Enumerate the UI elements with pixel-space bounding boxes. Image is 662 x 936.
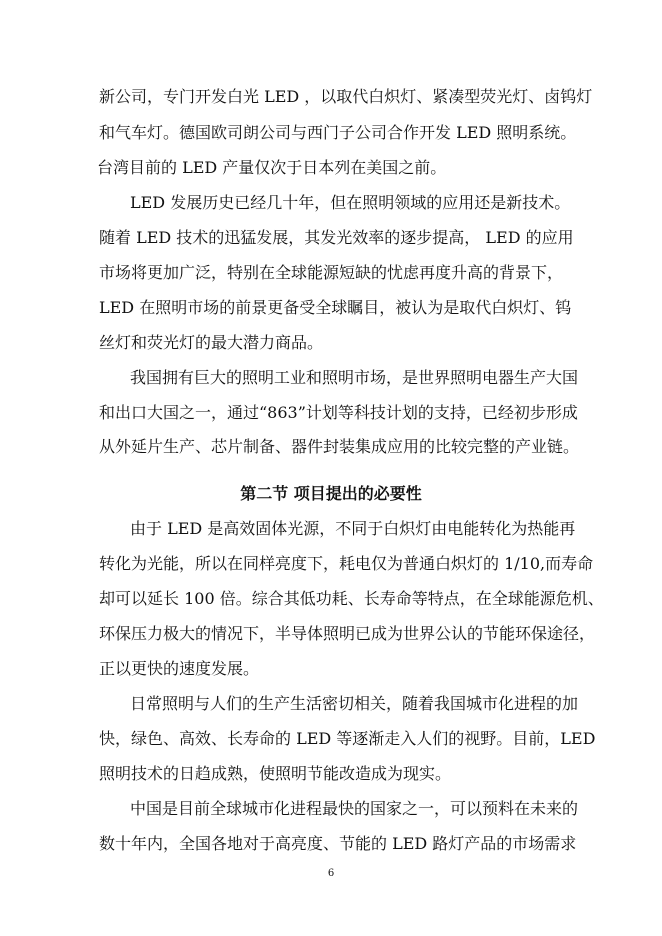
paragraph-1-line-1: 新公司，专门开发白光 LED ，以取代白炽灯、紧凑型荧光灯、卤钨灯 (99, 87, 593, 106)
paragraph-3-line-1: 我国拥有巨大的照明工业和照明市场，是世界照明电器生产大国 (130, 368, 579, 387)
paragraph-1-line-2: 和气车灯。德国欧司朗公司与西门子公司合作开发 LED 照明系统。 (99, 123, 577, 142)
paragraph-2-line-3: 市场将更加广泛，特别在全球能源短缺的忧虑再度升高的背景下， (99, 263, 564, 282)
section-paragraph-1-line-5: 正以更快的速度发展。 (99, 659, 260, 678)
section-paragraph-2-line-2: 快，绿色、高效、长寿命的 LED 等逐渐走入人们的视野。目前，LED (99, 729, 596, 748)
section-paragraph-3-line-2: 数十年内，全国各地对于高亮度、节能的 LED 路灯产品的市场需求 (99, 834, 577, 853)
page-number: 6 (327, 868, 335, 879)
section-title: 第二节 项目提出的必要性 (240, 484, 422, 503)
paragraph-1-line-3: 台湾目前的 LED 产量仅次于日本列在美国之前。 (97, 158, 447, 177)
paragraph-2-line-2: 随着 LED 技术的迅猛发展，其发光效率的逐步提高， LED 的应用 (99, 228, 574, 247)
paragraph-2-line-5: 丝灯和荧光灯的最大潜力商品。 (99, 333, 324, 352)
paragraph-3-line-3: 从外延片生产、芯片制备、器件封装集成应用的比较完整的产业链。 (99, 437, 580, 456)
section-paragraph-2-line-3: 照明技术的日趋成熟，使照明节能改造成为现实。 (99, 764, 452, 783)
section-paragraph-3-line-1: 中国是目前全球城市化进程最快的国家之一，可以预料在未来的 (130, 799, 579, 818)
paragraph-2-line-1: LED 发展历史已经几十年，但在照明领域的应用还是新技术。 (130, 193, 571, 212)
paragraph-3-line-2: 和出口大国之一，通过“863”计划等科技计划的支持，已经初步形成 (99, 403, 578, 422)
paragraph-2-line-4: LED 在照明市场的前景更备受全球瞩目，被认为是取代白炽灯、钨 (99, 298, 572, 317)
section-paragraph-2-line-1: 日常照明与人们的生产生活密切相关，随着我国城市化进程的加 (130, 694, 579, 713)
section-paragraph-1-line-4: 环保压力极大的情况下，半导体照明已成为世界公认的节能环保途径， (99, 624, 596, 643)
section-paragraph-1-line-3: 却可以延长 100 倍。综合其低功耗、长寿命等特点，在全球能源危机、 (99, 589, 604, 608)
section-paragraph-1-line-1: 由于 LED 是高效固体光源，不同于白炽灯由电能转化为热能再 (130, 519, 576, 538)
section-paragraph-1-line-2: 转化为光能，所以在同样亮度下，耗电仅为普通白炽灯的 1/10,而寿命 (99, 554, 594, 573)
